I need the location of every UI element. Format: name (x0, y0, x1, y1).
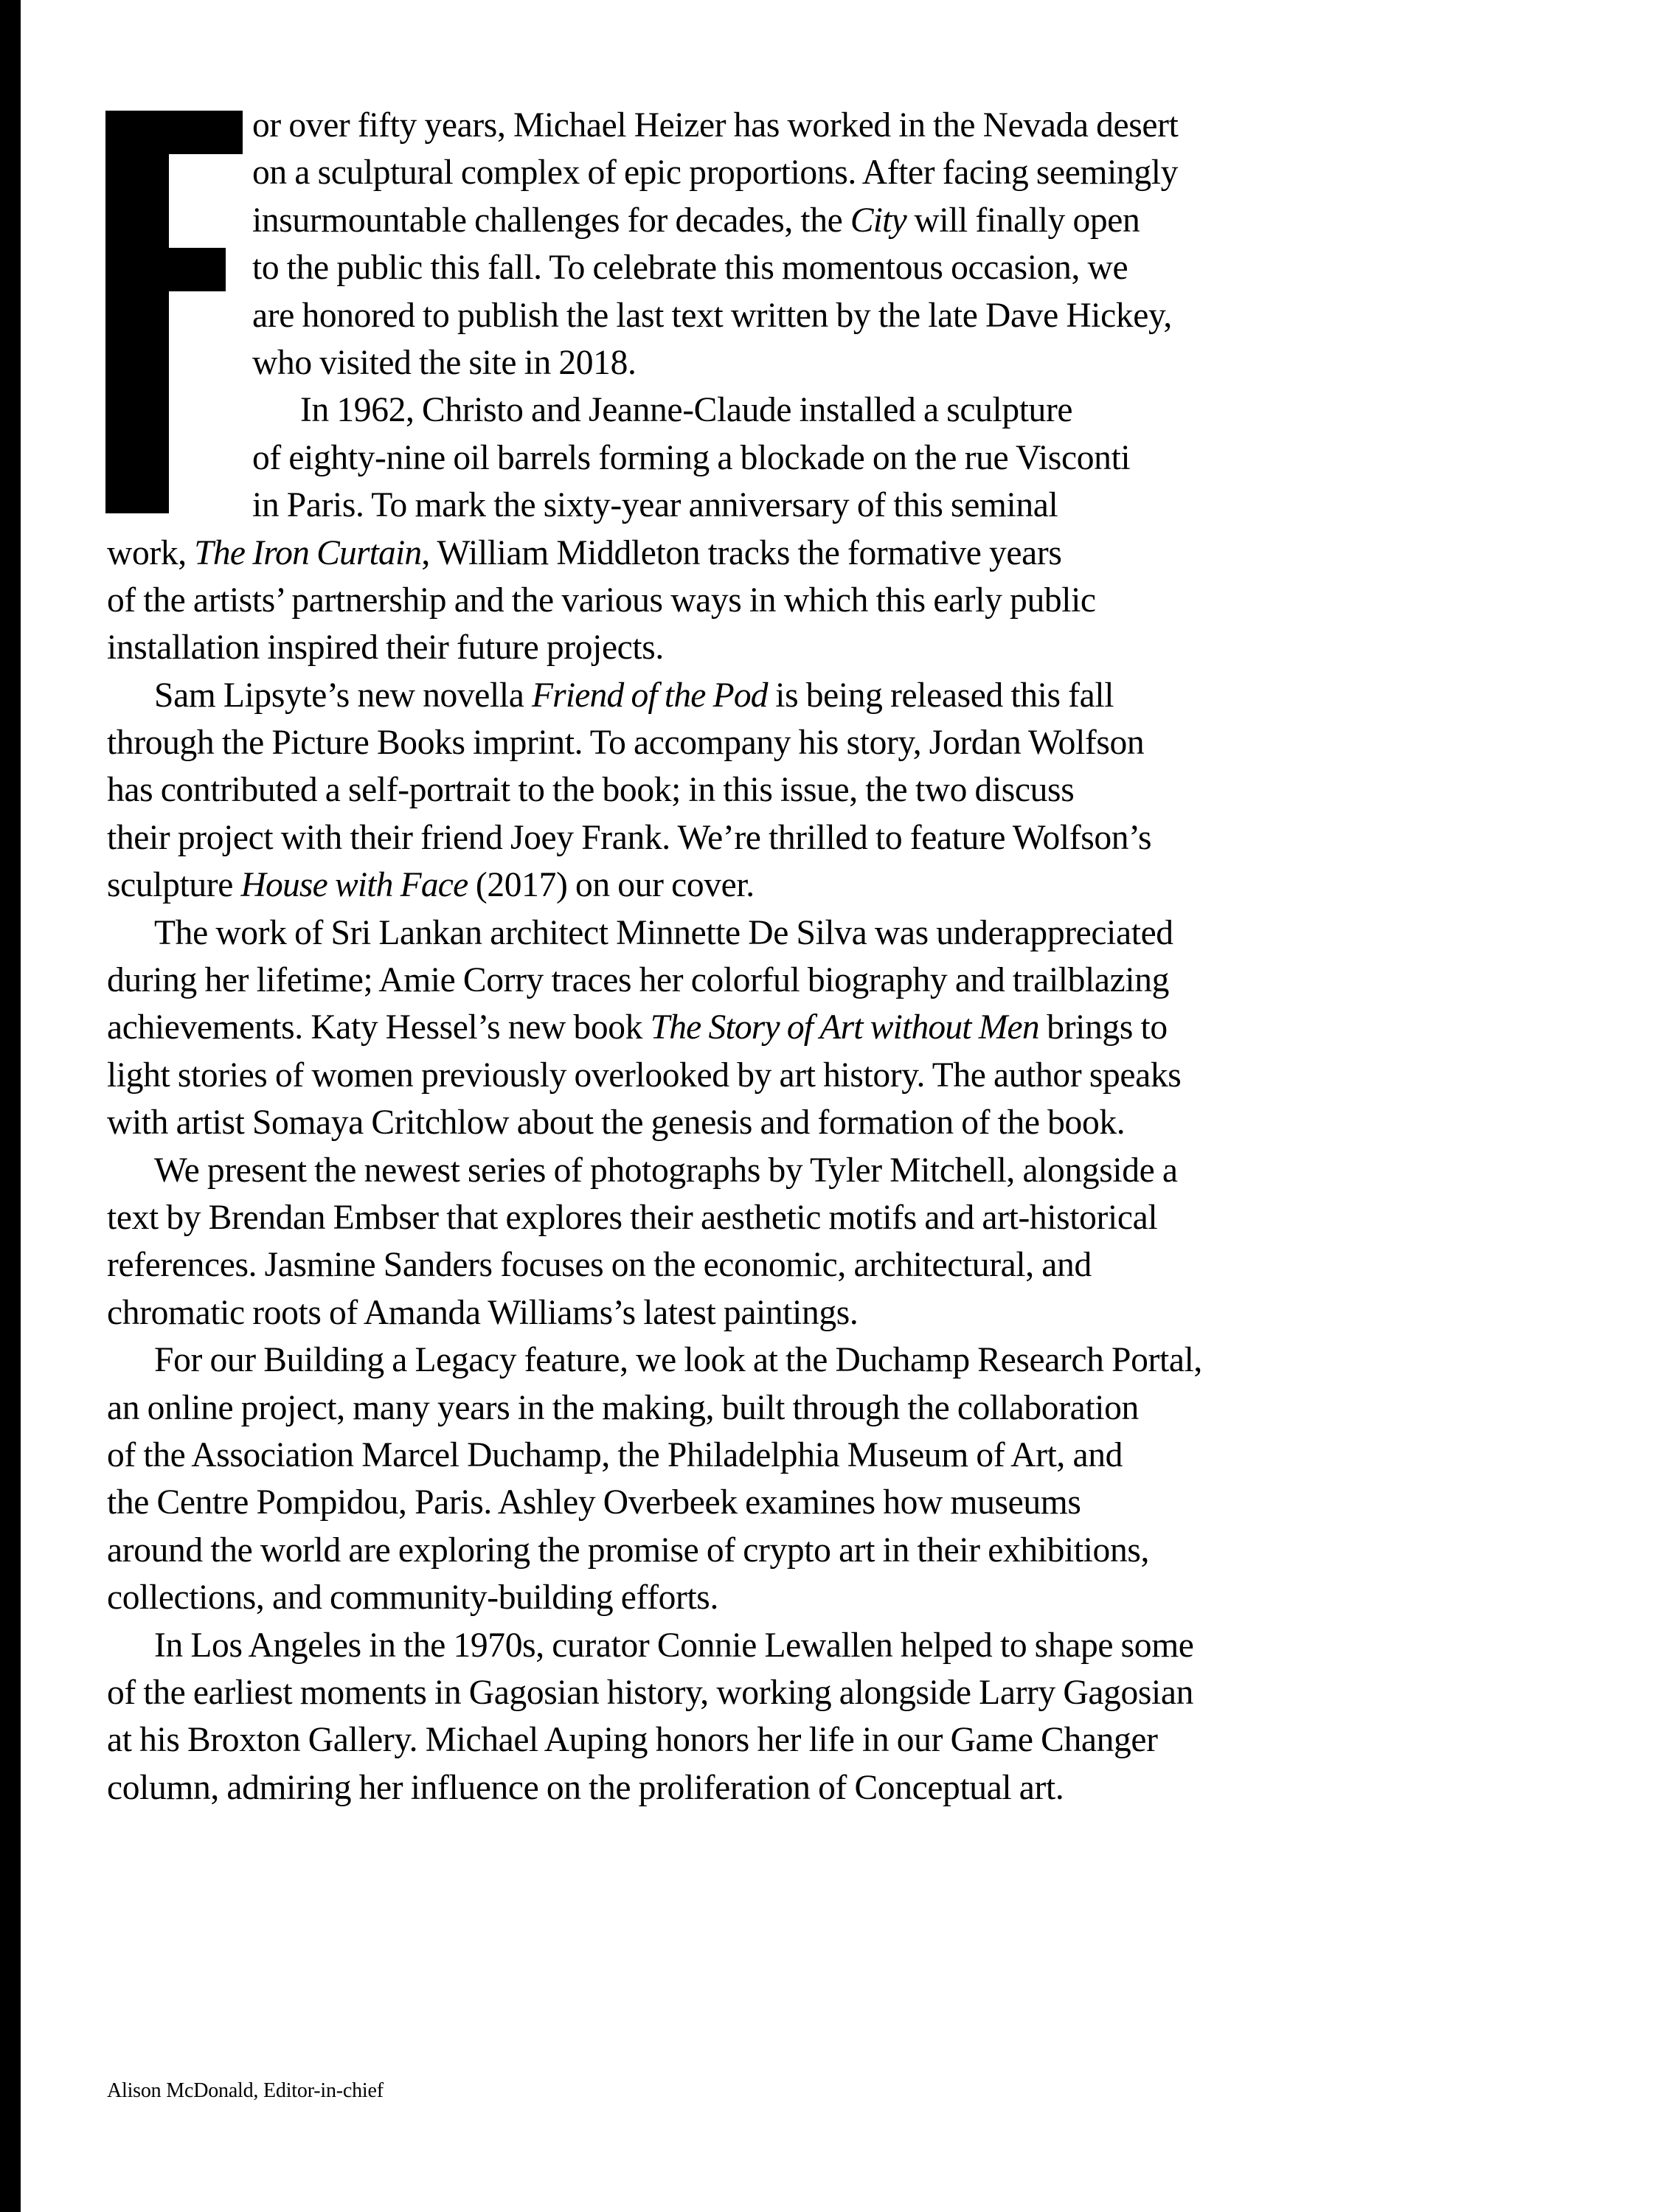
text-run: on a sculptural complex of epic proportions. After facing seemingly (252, 153, 1178, 193)
paragraph-line (107, 861, 1508, 909)
paragraph-line (107, 197, 1508, 244)
text-run: the Centre Pompidou, Paris. Ashley Overbeek examines how museums (107, 1483, 1081, 1522)
paragraph-first-line (107, 672, 1508, 719)
text-run: is being released this fall (767, 676, 1114, 715)
text-run: are honored to publish the last text written by the late Dave Hickey, (252, 296, 1172, 335)
paragraph-line (107, 1052, 1508, 1099)
paragraph-line (107, 1716, 1508, 1764)
text-run: of the Association Marcel Duchamp, the Philadelphia Museum of Art, and (107, 1435, 1123, 1474)
text-run: who visited the site in 2018. (252, 343, 637, 382)
paragraph-first-line (107, 1147, 1508, 1194)
paragraph-line (107, 149, 1508, 196)
paragraph-line (107, 624, 1508, 671)
text-run: in Paris. To mark the sixty-year anniversary of this seminal (252, 486, 1058, 525)
text-run: (2017) on our cover. (468, 866, 755, 905)
text-run: The work of Sri Lankan architect Minnette De Silva was underappreciated (154, 913, 1173, 952)
text-run: In Los Angeles in the 1970s, curator Connie Lewallen helped to shape some (154, 1626, 1194, 1665)
text-run: or over fifty years, Michael Heizer has worked in the Nevada desert (252, 106, 1179, 145)
text-run: In 1962, Christo and Jeanne-Claude installed a sculpture (300, 391, 1073, 430)
text-run: We present the newest series of photographs by Tyler Mitchell, alongside a (154, 1151, 1178, 1190)
text-run: , William Middleton tracks the formative years (421, 533, 1062, 572)
italic-title: The Story of Art without Men (650, 1008, 1039, 1047)
text-run: chromatic roots of Amanda Williams’s latest paintings. (107, 1293, 859, 1332)
text-run: brings to (1038, 1008, 1168, 1047)
text-run: at his Broxton Gallery. Michael Auping honors her life in our Game Changer (107, 1721, 1158, 1760)
paragraph-line (107, 1099, 1508, 1146)
paragraph-line (107, 292, 1508, 339)
paragraph-line (107, 1479, 1508, 1526)
paragraph-line (107, 482, 1508, 529)
text-run: an online project, many years in the making, built through the collaboration (107, 1388, 1139, 1427)
paragraph-first-line (107, 386, 1508, 434)
paragraph-line (107, 766, 1508, 814)
paragraph-line (107, 1527, 1508, 1574)
paragraph-line (107, 1194, 1508, 1241)
paragraph-line (107, 814, 1508, 861)
paragraph-line (107, 957, 1508, 1004)
text-run: around the world are exploring the promise of crypto art in their exhibitions, (107, 1530, 1150, 1570)
paragraph-line (107, 719, 1508, 766)
text-run: sculpture (107, 866, 241, 905)
paragraph-line (107, 244, 1508, 291)
paragraph-line (107, 1764, 1508, 1811)
italic-title: Friend of the Pod (531, 676, 768, 715)
text-run: text by Brendan Embser that explores their aesthetic motifs and art-historical (107, 1198, 1158, 1237)
text-run: through the Picture Books imprint. To accompany his story, Jordan Wolfson (107, 724, 1145, 763)
paragraph-line (107, 1574, 1508, 1621)
text-run: during her lifetime; Amie Corry traces her colorful biography and trailblazing (107, 961, 1170, 1000)
paragraph-line (107, 1432, 1508, 1479)
paragraph-first-line (107, 1336, 1508, 1384)
paragraph-line (107, 1384, 1508, 1432)
text-run: references. Jasmine Sanders focuses on the economic, architectural, and (107, 1246, 1092, 1285)
paragraph-first-line (107, 102, 1508, 149)
text-run: of eighty-nine oil barrels forming a blockade on the rue Visconti (252, 438, 1131, 477)
text-run: with artist Somaya Critchlow about the genesis and formation of the book. (107, 1103, 1126, 1143)
paragraph-line (107, 1241, 1508, 1289)
text-run: light stories of women previously overlooked by art history. The author speaks (107, 1055, 1182, 1095)
editor-letter-body (107, 102, 1508, 1811)
text-run: of the earliest moments in Gagosian history, working alongside Larry Gagosian (107, 1673, 1194, 1712)
text-run: achievements. Katy Hessel’s new book (107, 1008, 651, 1047)
text-run: of the artists’ partnership and the various ways in which this early public (107, 580, 1096, 620)
paragraph-line (107, 577, 1508, 624)
text-run: work, (107, 533, 195, 572)
text-run: insurmountable challenges for decades, the (252, 201, 850, 240)
text-run: to the public this fall. To celebrate this momentous occasion, we (252, 249, 1128, 288)
italic-title: The Iron Curtain (194, 533, 422, 572)
italic-title: House with Face (240, 866, 468, 905)
paragraph-first-line (107, 909, 1508, 957)
text-run: column, admiring her influence on the proliferation of Conceptual art. (107, 1768, 1064, 1807)
paragraph-line (107, 530, 1508, 577)
paragraph-line (107, 434, 1508, 482)
text-run: Sam Lipsyte’s new novella (154, 676, 532, 715)
paragraph-line (107, 1289, 1508, 1336)
text-run: their project with their friend Joey Frank. We’re thrilled to feature Wolfson’s (107, 818, 1152, 857)
left-edge-bar (0, 0, 21, 2212)
paragraph-line (107, 1004, 1508, 1051)
text-run: has contributed a self-portrait to the book; in this issue, the two discuss (107, 771, 1075, 810)
paragraph-line (107, 1669, 1508, 1716)
paragraph-line (107, 339, 1508, 386)
signature: Alison McDonald, Editor-in-chief (107, 2079, 384, 2102)
text-run: collections, and community-building efforts. (107, 1578, 718, 1618)
text-run: For our Building a Legacy feature, we look at the Duchamp Research Portal, (154, 1341, 1202, 1380)
italic-title: City (850, 201, 906, 240)
paragraph-first-line (107, 1622, 1508, 1669)
text-run: installation inspired their future projects. (107, 628, 664, 668)
text-run: will finally open (906, 201, 1140, 240)
